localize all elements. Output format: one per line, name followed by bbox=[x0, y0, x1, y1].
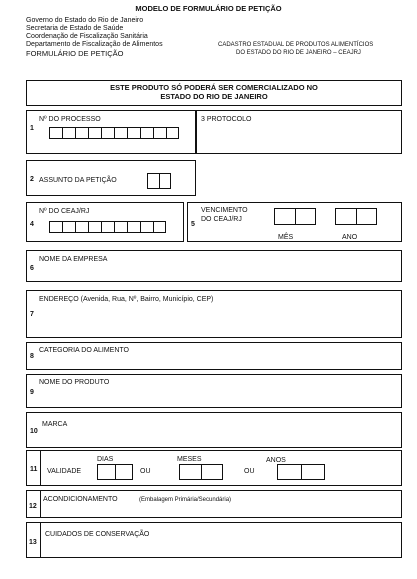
field-address[interactable] bbox=[26, 290, 402, 338]
field-number: 13 bbox=[29, 539, 37, 546]
document-title: MODELO DE FORMULÁRIO DE PETIÇÃO bbox=[135, 4, 282, 13]
field-label: MARCA bbox=[42, 421, 68, 428]
field-number: 6 bbox=[30, 265, 34, 272]
field-label: Nº DO PROCESSO bbox=[39, 116, 101, 123]
field-label: ASSUNTO DA PETIÇÃO bbox=[39, 177, 117, 184]
warning-banner bbox=[26, 80, 402, 106]
field-number: 12 bbox=[29, 503, 37, 510]
shelf-life-years-cells[interactable] bbox=[277, 464, 325, 480]
subject-cells[interactable] bbox=[147, 173, 171, 189]
field-storage-care[interactable] bbox=[26, 522, 402, 558]
header-org-1: Secretaria de Estado de Saúde bbox=[26, 25, 124, 32]
expiry-year-cells[interactable] bbox=[335, 208, 377, 225]
field-food-category[interactable] bbox=[26, 342, 402, 370]
ceaj-number-cells[interactable] bbox=[49, 221, 166, 233]
field-label: ENDEREÇO (Avenida, Rua, Nº, Bairro, Município, CEP) bbox=[39, 296, 214, 303]
field-label: Nº DO CEAJ/RJ bbox=[39, 208, 90, 215]
or-label-1: OU bbox=[140, 468, 151, 475]
field-label: VENCIMENTO bbox=[201, 207, 248, 214]
banner-line-1: ESTADO DO RIO DE JANEIRO bbox=[160, 92, 268, 101]
months-label: MESES bbox=[177, 456, 202, 463]
field-subject[interactable] bbox=[26, 160, 196, 196]
field-brand[interactable] bbox=[26, 412, 402, 448]
field-label: 3 PROTOCOLO bbox=[201, 116, 252, 123]
field-process[interactable] bbox=[26, 110, 196, 154]
field-ceaj-number[interactable] bbox=[26, 202, 184, 242]
field-label: NOME DA EMPRESA bbox=[39, 256, 108, 263]
field-number: 5 bbox=[191, 221, 195, 228]
banner-line-0: ESTE PRODUTO SÓ PODERÁ SER COMERCIALIZADO NO bbox=[110, 83, 318, 92]
field-number: 11 bbox=[30, 466, 38, 473]
field-label: ACONDICIONAMENTO bbox=[43, 496, 118, 503]
field-number: 4 bbox=[30, 221, 34, 228]
field-label: CATEGORIA DO ALIMENTO bbox=[39, 347, 129, 354]
number-divider bbox=[40, 523, 41, 557]
years-label: ANOS bbox=[266, 457, 286, 464]
number-divider bbox=[40, 451, 41, 485]
shelf-life-months-cells[interactable] bbox=[179, 464, 223, 480]
field-protocol[interactable] bbox=[196, 110, 402, 154]
field-label: VALIDADE bbox=[47, 468, 82, 475]
field-label-2: DO CEAJ/RJ bbox=[201, 216, 242, 223]
field-number: 1 bbox=[30, 125, 34, 132]
expiry-year-label: ANO bbox=[342, 234, 358, 241]
field-ceaj-expiry[interactable] bbox=[187, 202, 402, 242]
or-label-2: OU bbox=[244, 468, 255, 475]
header-form-name: FORMULÁRIO DE PETIÇÃO bbox=[26, 49, 124, 58]
shelf-life-days-cells[interactable] bbox=[97, 464, 133, 480]
header-org-2: Coordenação de Fiscalização Sanitária bbox=[26, 33, 148, 40]
field-product-name[interactable] bbox=[26, 374, 402, 408]
number-divider bbox=[40, 491, 41, 517]
header-cadastro-0: CADASTRO ESTADUAL DE PRODUTOS ALIMENTÍCIOS bbox=[218, 42, 374, 48]
field-label: CUIDADOS DE CONSERVAÇÃO bbox=[45, 531, 150, 538]
header-cadastro-1: DO ESTADO DO RIO DE JANEIRO – CEAJRJ bbox=[236, 50, 361, 56]
field-company-name[interactable] bbox=[26, 250, 402, 282]
days-label: DIAS bbox=[97, 456, 114, 463]
process-number-cells[interactable] bbox=[49, 127, 179, 139]
field-number: 2 bbox=[30, 176, 34, 183]
expiry-month-label: MÊS bbox=[278, 234, 294, 241]
header-org-0: Governo do Estado do Rio de Janeiro bbox=[26, 17, 144, 24]
header-org-3: Departamento de Fiscalização de Alimentos bbox=[26, 41, 163, 48]
field-label: NOME DO PRODUTO bbox=[39, 379, 110, 386]
field-number: 10 bbox=[30, 428, 38, 435]
field-number: 8 bbox=[30, 353, 34, 360]
field-shelf-life[interactable] bbox=[26, 450, 402, 486]
expiry-month-cells[interactable] bbox=[274, 208, 316, 225]
field-number: 7 bbox=[30, 311, 34, 318]
field-packaging[interactable] bbox=[26, 490, 402, 518]
field-number: 9 bbox=[30, 389, 34, 396]
field-label-sub: (Embalagem Primária/Secundária) bbox=[139, 497, 232, 503]
